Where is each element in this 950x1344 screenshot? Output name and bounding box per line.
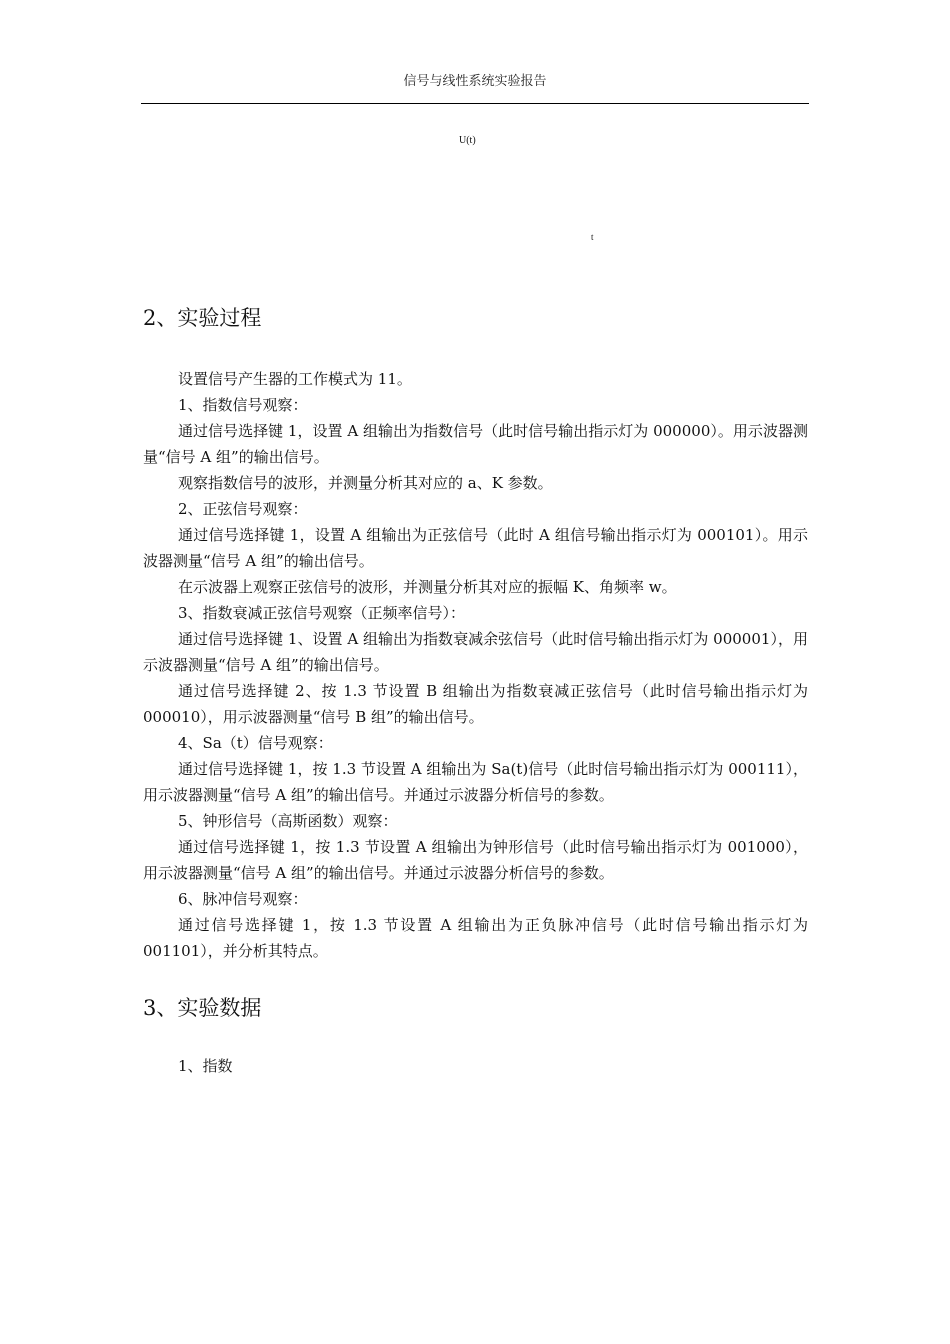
paragraph: 通过信号选择键 1，按 1.3 节设置 A 组输出为钟形信号（此时信号输出指示灯为 001000），用示波器测量“信号 A 组”的输出信号。并通过示波器分析信号的参数。 [143,838,808,882]
section-body-process [143,366,808,964]
paragraph: 通过信号选择键 1，设置 A 组输出为正弦信号（此时 A 组信号输出指示灯为 000101）。用示波器测量“信号 A 组”的输出信号。 [143,526,808,570]
paragraph: 1、指数信号观察： [178,396,308,414]
paragraph: 观察指数信号的波形，并测量分析其对应的 a、K 参数。 [178,474,553,492]
paragraph: 通过信号选择键 1、设置 A 组输出为指数衰减余弦信号（此时信号输出指示灯为 000001），用示波器测量“信号 A 组”的输出信号。 [143,630,808,674]
paragraph: 4、Sa（t）信号观察： [178,734,333,752]
paragraph: 设置信号产生器的工作模式为 11。 [178,370,412,388]
paragraph: 6、脉冲信号观察： [178,890,308,908]
paragraph: 通过信号选择键 1，设置 A 组输出为指数信号（此时信号输出指示灯为 000000）。用示波器测量“信号 A 组”的输出信号。 [143,422,808,466]
running-header: 信号与线性系统实验报告 [403,74,547,89]
paragraph: 2、正弦信号观察： [178,500,308,518]
paragraph: 通过信号选择键 2、按 1.3 节设置 B 组输出为指数衰减正弦信号（此时信号输出指示灯为 000010），用示波器测量“信号 B 组”的输出信号。 [143,682,808,726]
section-heading-process: 2、实验过程 [143,306,262,330]
paragraph: 通过信号选择键 1，按 1.3 节设置 A 组输出为 Sa(t)信号（此时信号输出指示灯为 000111），用示波器测量“信号 A 组”的输出信号。并通过示波器分析信号的参数。 [143,760,808,804]
section-body-data [143,1053,808,1079]
paragraph: 在示波器上观察正弦信号的波形，并测量分析其对应的振幅 K、角频率 w。 [178,578,677,596]
figure-y-axis-label: U(t) [459,135,476,146]
paragraph: 3、指数衰减正弦信号观察（正频率信号）： [178,604,466,622]
paragraph: 5、钟形信号（高斯函数）观察： [178,812,398,830]
figure-x-axis-label: t [591,232,594,242]
paragraph: 1、指数 [178,1057,233,1075]
paragraph: 通过信号选择键 1，按 1.3 节设置 A 组输出为正负脉冲信号（此时信号输出指示灯为 001101），并分析其特点。 [143,916,808,960]
section-heading-data: 3、实验数据 [143,996,262,1020]
header-rule [141,103,809,104]
